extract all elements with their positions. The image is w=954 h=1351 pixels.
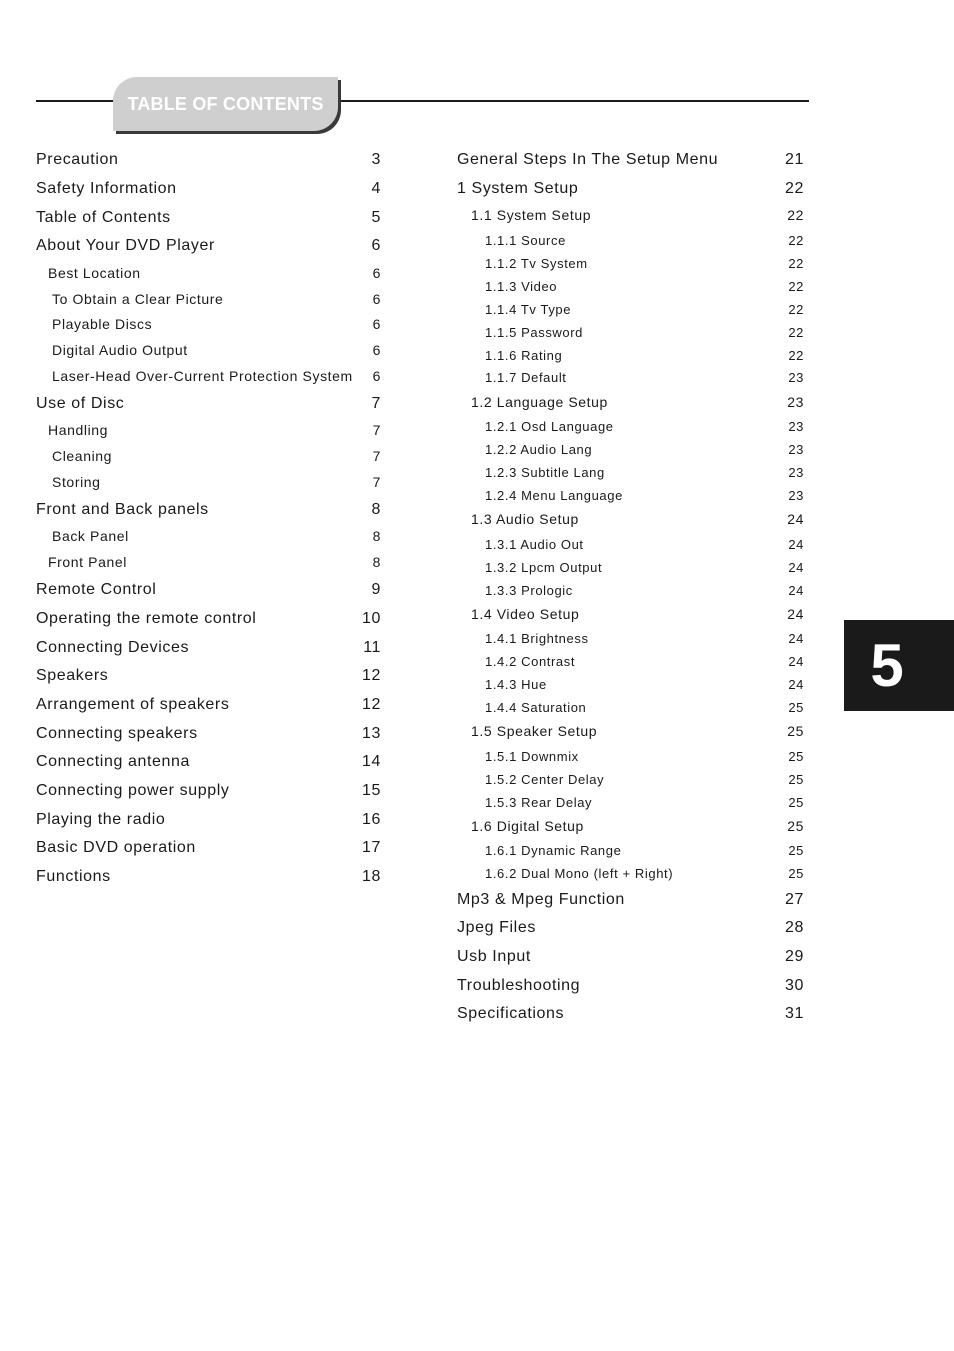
toc-entry-page: 24 (787, 606, 804, 622)
toc-entry-page: 25 (788, 843, 804, 858)
toc-entry-title: 1.4.1 Brightness (485, 631, 589, 646)
toc-entry-title: 1.6.1 Dynamic Range (485, 843, 622, 858)
toc-entry-page: 12 (362, 667, 381, 684)
toc-entry-page: 4 (371, 180, 381, 197)
toc-entry-page: 10 (362, 610, 381, 627)
toc-entry-title: Connecting Devices (36, 639, 190, 656)
toc-entry-page: 8 (372, 528, 381, 544)
toc-entry-page: 6 (372, 291, 381, 307)
toc-entry-page: 23 (787, 394, 804, 410)
toc-entry-page: 7 (372, 422, 381, 438)
toc-entry-page: 6 (372, 265, 381, 281)
toc-entry-page: 23 (788, 442, 804, 457)
toc-entry-title: 1.4.2 Contrast (485, 654, 576, 669)
toc-entry-title: 1.2.3 Subtitle Lang (485, 465, 605, 480)
toc-entry-page: 7 (372, 448, 381, 464)
toc-entry-page: 31 (785, 1005, 804, 1022)
toc-entry-title: 1.1.3 Video (485, 279, 558, 294)
toc-entry-title: 1.3.1 Audio Out (485, 537, 584, 552)
toc-entry-page: 21 (785, 151, 804, 168)
toc-entry-page: 18 (362, 868, 381, 885)
toc-entry-page: 23 (788, 488, 804, 503)
toc-entry-page: 24 (788, 677, 804, 692)
toc-entry-title: Back Panel (52, 528, 129, 544)
toc-entry-title: Speakers (36, 667, 109, 684)
toc-entry-page: 25 (788, 795, 804, 810)
toc-entry-page: 24 (788, 537, 804, 552)
toc-entry-page: 22 (788, 256, 804, 271)
toc-entry-page: 24 (788, 654, 804, 669)
toc-entry-title: To Obtain a Clear Picture (52, 291, 224, 307)
toc-entry-title: Functions (36, 868, 111, 885)
toc-entry-page: 29 (785, 948, 804, 965)
toc-entry-title: Specifications (457, 1005, 565, 1022)
toc-entry-page: 13 (362, 725, 381, 742)
toc-entry-page: 28 (785, 919, 804, 936)
toc-entry-title: 1.5.3 Rear Delay (485, 795, 593, 810)
toc-entry-title: 1.3.3 Prologic (485, 583, 573, 598)
toc-entry-page: 6 (371, 237, 381, 254)
toc-entry-page: 30 (785, 977, 804, 994)
toc-entry-title: 1.1.7 Default (485, 370, 567, 385)
toc-entry-page: 24 (787, 511, 804, 527)
toc-entry-page: 25 (787, 818, 804, 834)
toc-entry-title: Basic DVD operation (36, 839, 196, 856)
toc-entry-page: 12 (362, 696, 381, 713)
toc-entry-page: 22 (788, 302, 804, 317)
toc-entry-page: 22 (788, 325, 804, 340)
toc-entry-page: 24 (788, 631, 804, 646)
toc-entry-page: 23 (788, 465, 804, 480)
toc-entry-page: 24 (788, 583, 804, 598)
toc-entry-page: 11 (363, 639, 381, 656)
toc-entry-title: 1 System Setup (457, 180, 579, 197)
toc-entry-page: 25 (787, 723, 804, 739)
toc-entry-title: Laser-Head Over-Current Protection System (52, 368, 353, 384)
toc-entry-page: 24 (788, 560, 804, 575)
toc-entry-title: 1.1.4 Tv Type (485, 302, 572, 317)
toc-entry-title: 1.2.4 Menu Language (485, 488, 623, 503)
toc-entry-title: General Steps In The Setup Menu (457, 151, 719, 168)
toc-entry-page: 8 (371, 501, 381, 518)
toc-entry-title: Arrangement of speakers (36, 696, 230, 713)
toc-entry-title: 1.6.2 Dual Mono (left + Right) (485, 866, 674, 881)
toc-entry-title: Playable Discs (52, 316, 153, 332)
toc-entry-page: 23 (788, 419, 804, 434)
toc-entry-title: Mp3 & Mpeg Function (457, 891, 625, 908)
toc-entry-page: 16 (362, 811, 381, 828)
toc-entry-title: Digital Audio Output (52, 342, 188, 358)
toc-entry-title: 1.6 Digital Setup (471, 818, 584, 834)
toc-entry-title: 1.5 Speaker Setup (471, 723, 598, 739)
toc-entry-page: 9 (371, 581, 381, 598)
toc-entry-title: Front and Back panels (36, 501, 209, 518)
toc-entry-title: Front Panel (48, 554, 127, 570)
toc-entry-page: 5 (371, 209, 381, 226)
toc-entry-page: 22 (785, 180, 804, 197)
toc-entry-title: Handling (48, 422, 109, 438)
toc-entry-page: 14 (362, 753, 381, 770)
toc-entry-page: 22 (787, 207, 804, 223)
toc-entry-page: 27 (785, 891, 804, 908)
toc-entry-page: 25 (788, 866, 804, 881)
toc-entry-page: 6 (372, 316, 381, 332)
toc-entry-title: Storing (52, 474, 101, 490)
page-number: 5 (870, 632, 904, 699)
toc-entry-title: Safety Information (36, 180, 177, 197)
page-number-tab (844, 620, 954, 711)
toc-entry-page: 25 (788, 772, 804, 787)
toc-entry-title: 1.3.2 Lpcm Output (485, 560, 603, 575)
toc-entry-page: 7 (372, 474, 381, 490)
toc-entry-title: Best Location (48, 265, 141, 281)
toc-entry-title: 1.1.2 Tv System (485, 256, 588, 271)
toc-entry-title: Table of Contents (36, 209, 171, 226)
toc-entry-title: 1.2.2 Audio Lang (485, 442, 593, 457)
toc-entry-title: Cleaning (52, 448, 113, 464)
toc-entry-title: Usb Input (457, 948, 531, 965)
page-title: TABLE OF CONTENTS (127, 93, 324, 114)
toc-entry-title: Connecting antenna (36, 753, 191, 770)
toc-entry-title: Jpeg Files (457, 919, 536, 936)
toc-entry-title: 1.3 Audio Setup (471, 511, 579, 527)
toc-entry-title: Connecting speakers (36, 725, 198, 742)
toc-entry-title: 1.1.1 Source (485, 233, 566, 248)
toc-entry-title: Remote Control (36, 581, 157, 598)
toc-entry-page: 22 (788, 279, 804, 294)
toc-entry-page: 17 (362, 839, 381, 856)
toc-entry-page: 23 (788, 370, 804, 385)
toc-entry-title: Operating the remote control (36, 610, 257, 627)
toc-entry-page: 6 (372, 342, 381, 358)
toc-entry-title: 1.5.2 Center Delay (485, 772, 605, 787)
toc-entry-title: 1.5.1 Downmix (485, 749, 579, 764)
toc-entry-title: About Your DVD Player (36, 237, 215, 254)
toc-entry-page: 25 (788, 749, 804, 764)
toc-entry-title: 1.1.6 Rating (485, 348, 563, 363)
toc-entry-title: Precaution (36, 151, 119, 168)
toc-entry-title: 1.2.1 Osd Language (485, 419, 614, 434)
toc-entry-page: 7 (371, 395, 381, 412)
toc-entry-page: 8 (372, 554, 381, 570)
toc-entry-page: 6 (372, 368, 381, 384)
toc-entry-title: Troubleshooting (457, 977, 581, 994)
toc-entry-title: 1.2 Language Setup (471, 394, 608, 410)
toc-entry-title: 1.4 Video Setup (471, 606, 580, 622)
toc-entry-title: Connecting power supply (36, 782, 230, 799)
toc-entry-page: 22 (788, 348, 804, 363)
toc-entry-title: Use of Disc (36, 395, 125, 412)
toc-entry-title: 1.1.5 Password (485, 325, 584, 340)
toc-entry-title: 1.1 System Setup (471, 207, 592, 223)
toc-entry-page: 22 (788, 233, 804, 248)
toc-entry-page: 3 (371, 151, 381, 168)
toc-entry-title: 1.4.4 Saturation (485, 700, 587, 715)
toc-entry-title: 1.4.3 Hue (485, 677, 547, 692)
toc-entry-title: Playing the radio (36, 811, 166, 828)
toc-entry-page: 15 (362, 782, 381, 799)
toc-entry-page: 25 (788, 700, 804, 715)
